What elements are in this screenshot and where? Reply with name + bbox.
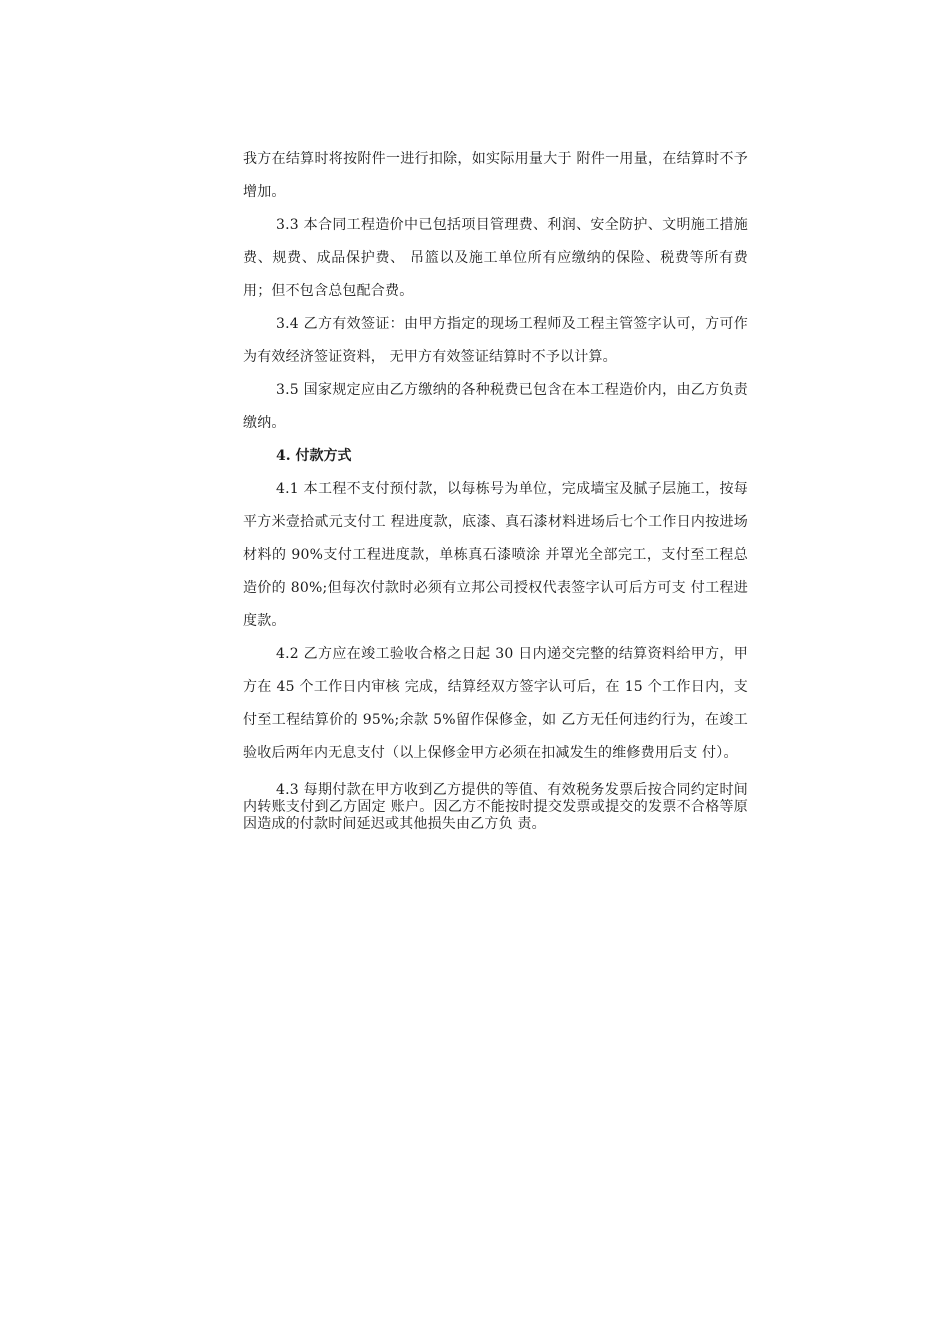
paragraph-3-4: 3.4 乙方有效签证：由甲方指定的现场工程师及工程主管签字认可，方可作为有效经济签证资料， 无甲方有效签证结算时不予以计算。 [243, 316, 748, 365]
document-body [243, 143, 748, 833]
paragraph-4-1: 4.1 本工程不支付预付款，以每栋号为单位，完成墙宝及腻子层施工，按每平方米壹拾贰元支付工 程进度款，底漆、真石漆材料进场后七个工作日内按进场材料的 90%支付工程进度款，单栋真石漆喷涂 并罩光全部完工，支付至工程总造价的 80%;但每次付款时必须有立邦公司授权代表签字认可后方可支 付工程进度款。 [243, 481, 748, 629]
section-heading-4: 4. 付款方式 [276, 448, 352, 464]
paragraph-3-3: 3.3 本合同工程造价中已包括项目管理费、利润、安全防护、文明施工措施费、规费、成品保护费、 吊篮以及施工单位所有应缴纳的保险、税费等所有费用；但不包含总包配合费。 [243, 217, 748, 299]
paragraph-3-5: 3.5 国家规定应由乙方缴纳的各种税费已包含在本工程造价内，由乙方负责缴纳。 [243, 382, 748, 431]
paragraph-4-2: 4.2 乙方应在竣工验收合格之日起 30 日内递交完整的结算资料给甲方，甲方在 45 个工作日内审核 完成，结算经双方签字认可后，在 15 个工作日内，支付至工程结算价的 95%;余款 5%留作保修金，如 乙方无任何违约行为，在竣工验收后两年内无息支付（以上保修金甲方必须在扣减发生的维修费用后支 付）。 [243, 646, 748, 761]
paragraph-continued: 我方在结算时将按附件一进行扣除，如实际用量大于 附件一用量，在结算时不予增加。 [243, 151, 748, 200]
paragraph-4-3: 4.3 每期付款在甲方收到乙方提供的等值、有效税务发票后按合同约定时间内转账支付到乙方固定 账户。因乙方不能按时提交发票或提交的发票不合格等原因造成的付款时间延迟或其他损失由乙方负 责。 [243, 782, 748, 832]
